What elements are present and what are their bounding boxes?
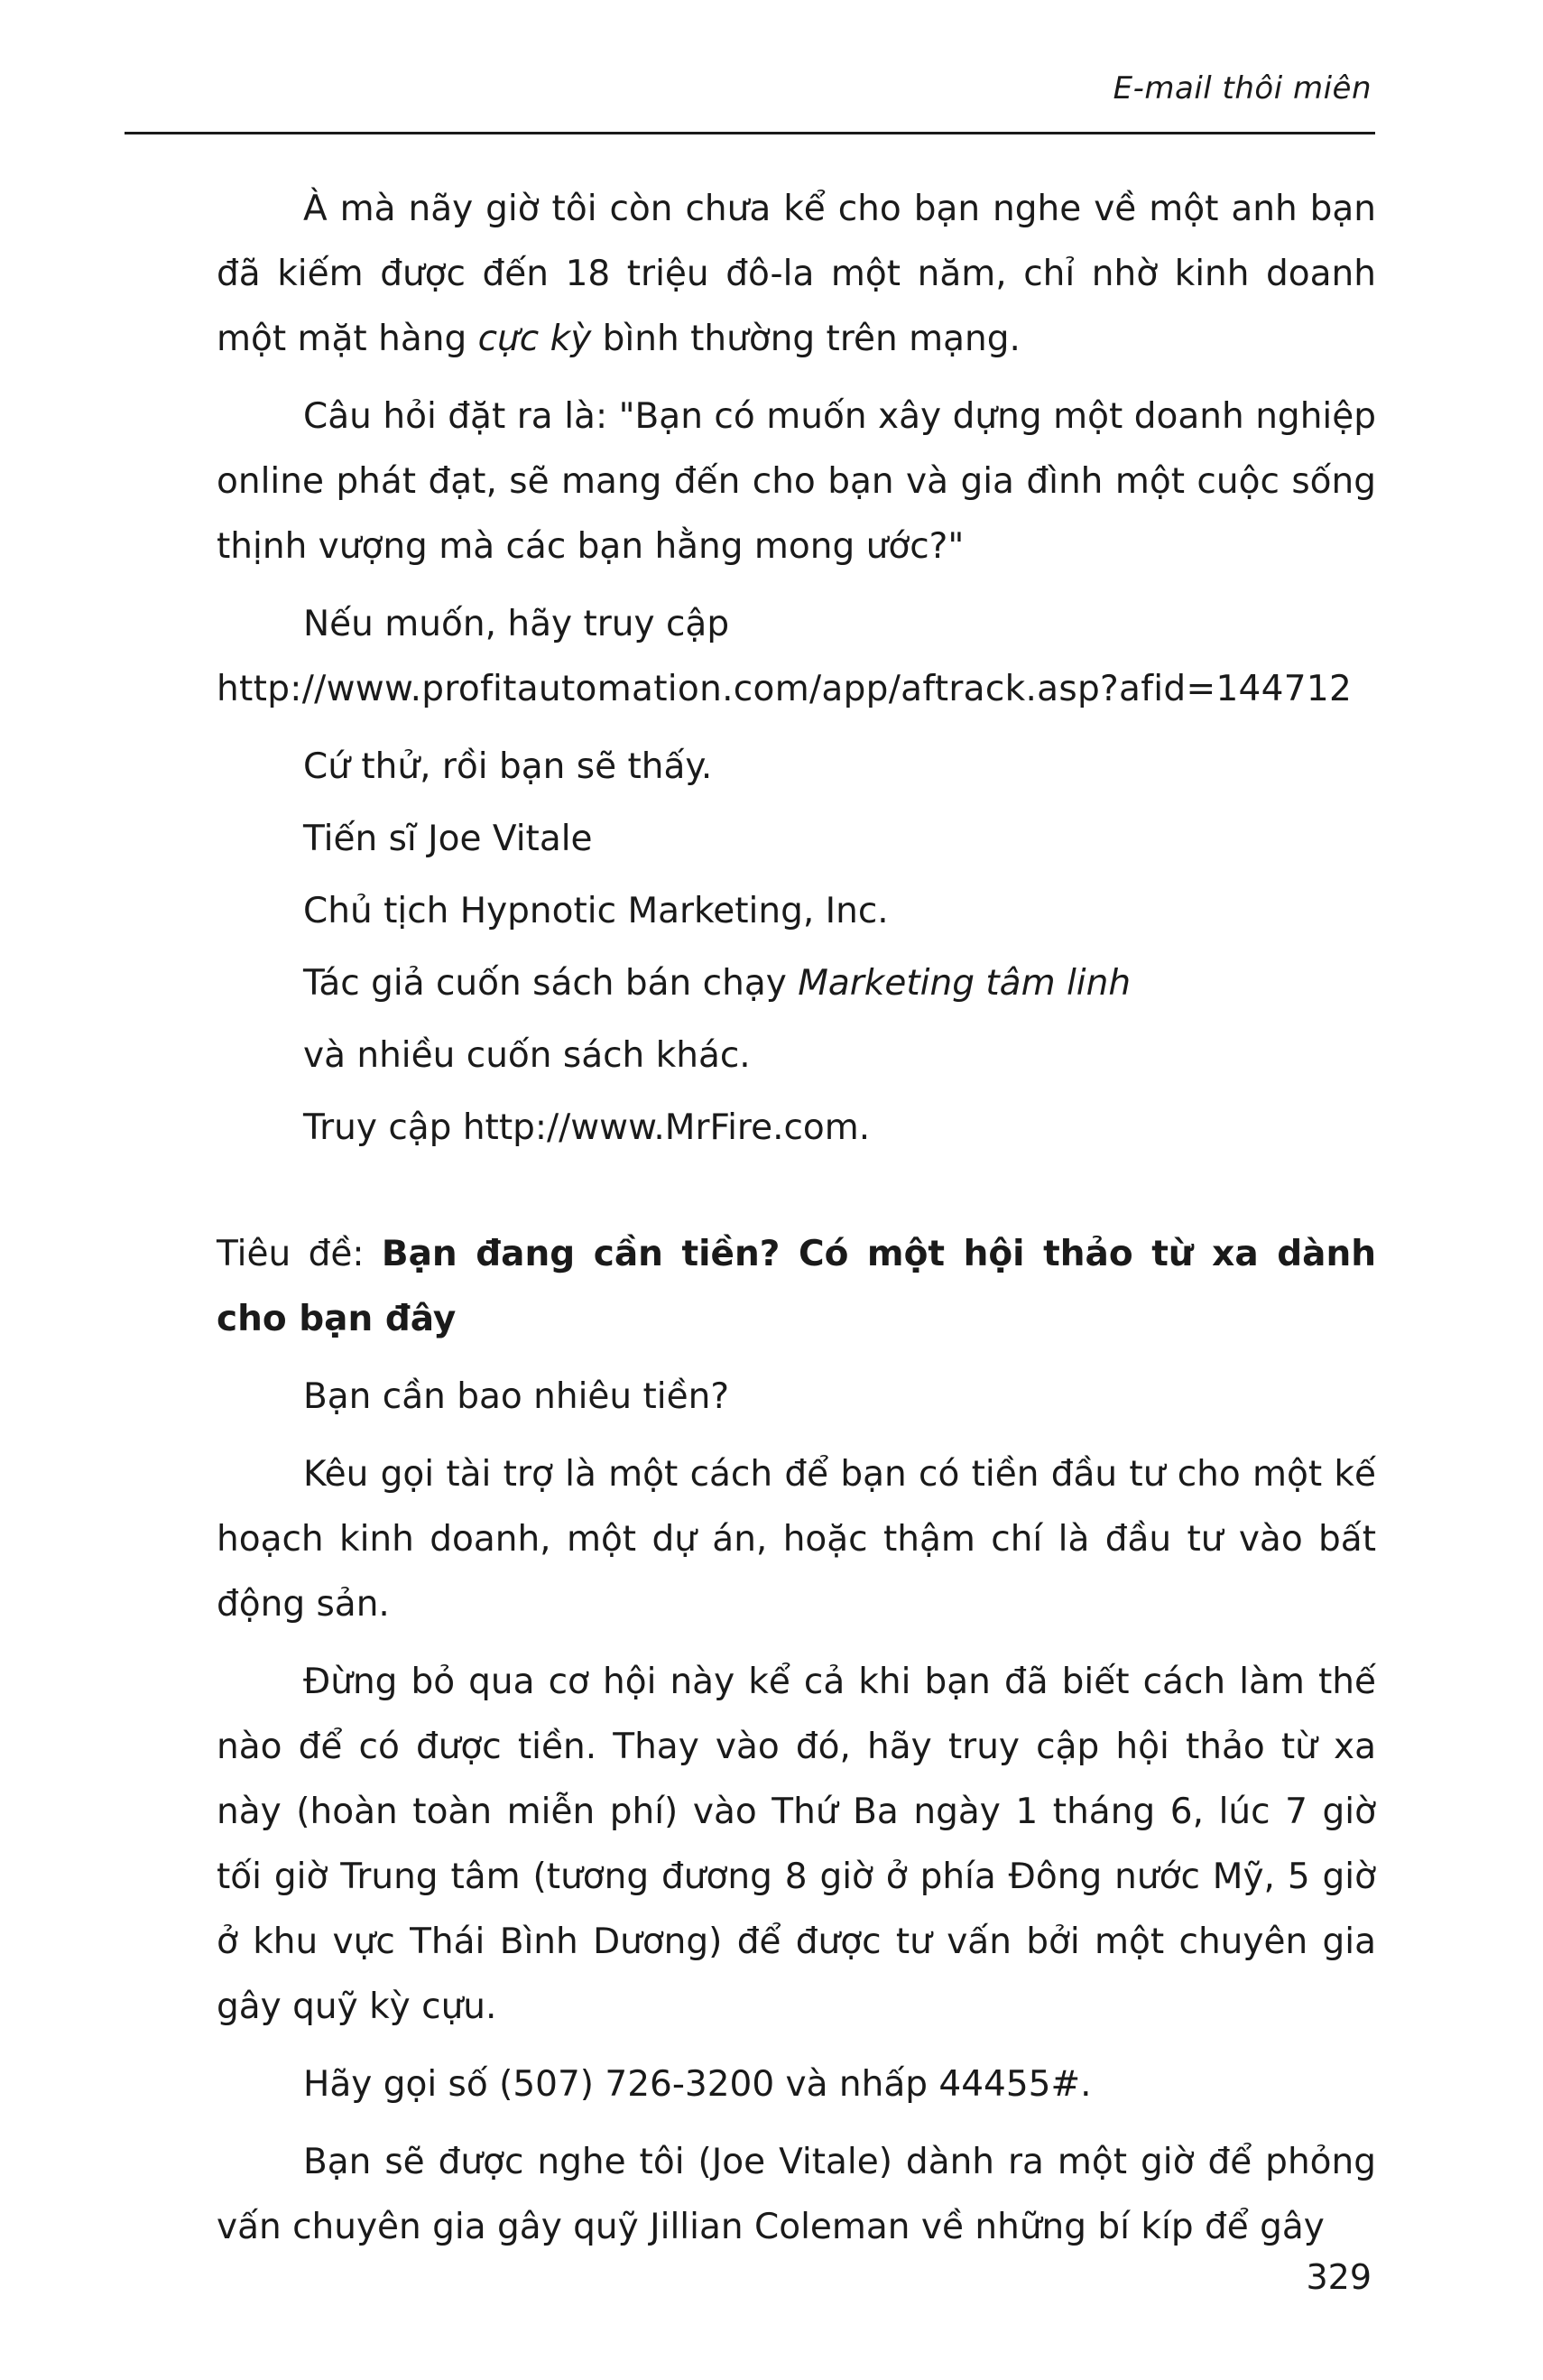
subject-title: Bạn đang cần tiền? Có một hội thảo từ xa dành cho bạn đây [217, 1234, 1376, 1339]
signature-author-text: Tác giả cuốn sách bán chạy [303, 963, 799, 1004]
intro-url: http://www.profitautomation.com/app/aftrack.asp?afid=144712 [217, 669, 1353, 709]
header-rule [125, 132, 1375, 134]
intro-p1-emphasis: cực kỳ [477, 319, 592, 359]
body-paragraph-4: Hãy gọi số (507) 726-3200 và nhấp 44455#. [303, 2064, 1092, 2105]
signature-title: Chủ tịch Hypnotic Marketing, Inc. [303, 891, 889, 931]
intro-p1-text-start: À mà nãy giờ tôi còn chưa kể cho bạn nghe về một anh bạn đã kiếm được đến 18 triệu đô-la một năm, chỉ nhờ kinh doanh một mặt hàng [217, 189, 1376, 359]
intro-paragraph-3: Nếu muốn, hãy truy cập [303, 604, 730, 644]
page-number: 329 [1306, 2257, 1372, 2297]
body-paragraph-2: Kêu gọi tài trợ là một cách để bạn có tiền đầu tư cho một kế hoạch kinh doanh, một dự án, hoặc thậm chí là đầu tư vào bất động sản. [217, 1454, 1376, 1625]
body-paragraph-5: Bạn sẽ được nghe tôi (Joe Vitale) dành ra một giờ để phỏng vấn chuyên gia gây quỹ Jillian Coleman về những bí kíp để gây [217, 2142, 1376, 2247]
signature-author [217, 951, 1376, 1016]
subject-label: Tiêu đề: [217, 1234, 382, 1274]
email-subject [217, 1222, 1376, 1352]
intro-paragraph-1 [217, 177, 1376, 372]
page-body [217, 177, 1376, 2260]
signature-name: Tiến sĩ Joe Vitale [303, 819, 593, 859]
intro-paragraph-4: Cứ thử, rồi bạn sẽ thấy. [303, 746, 713, 787]
signature-visit: Truy cập http://www.MrFire.com. [303, 1107, 871, 1148]
intro-p1-text-end: bình thường trên mạng. [591, 319, 1021, 359]
intro-paragraph-2: Câu hỏi đặt ra là: "Bạn có muốn xây dựng một doanh nghiệp online phát đạt, sẽ mang đến cho bạn và gia đình một cuộc sống thịnh vượng mà các bạn hằng mong ước?" [217, 396, 1376, 567]
body-paragraph-3: Đừng bỏ qua cơ hội này kể cả khi bạn đã biết cách làm thế nào để có được tiền. Thay vào đó, hãy truy cập hội thảo từ xa này (hoàn toàn miễn phí) vào Thứ Ba ngày 1 tháng 6, lúc 7 giờ tối giờ Trung tâm (tương đương 8 giờ ở phía Đông nước Mỹ, 5 giờ ở khu vực Thái Bình Dương) để được tư vấn bởi một chuyên gia gây quỹ kỳ cựu. [217, 1662, 1376, 2027]
signature-book-title: Marketing tâm linh [798, 963, 1132, 1004]
body-paragraph-1: Bạn cần bao nhiêu tiền? [303, 1376, 730, 1417]
running-head: E-mail thôi miên [1113, 70, 1372, 106]
signature-others: và nhiều cuốn sách khác. [303, 1035, 751, 1076]
